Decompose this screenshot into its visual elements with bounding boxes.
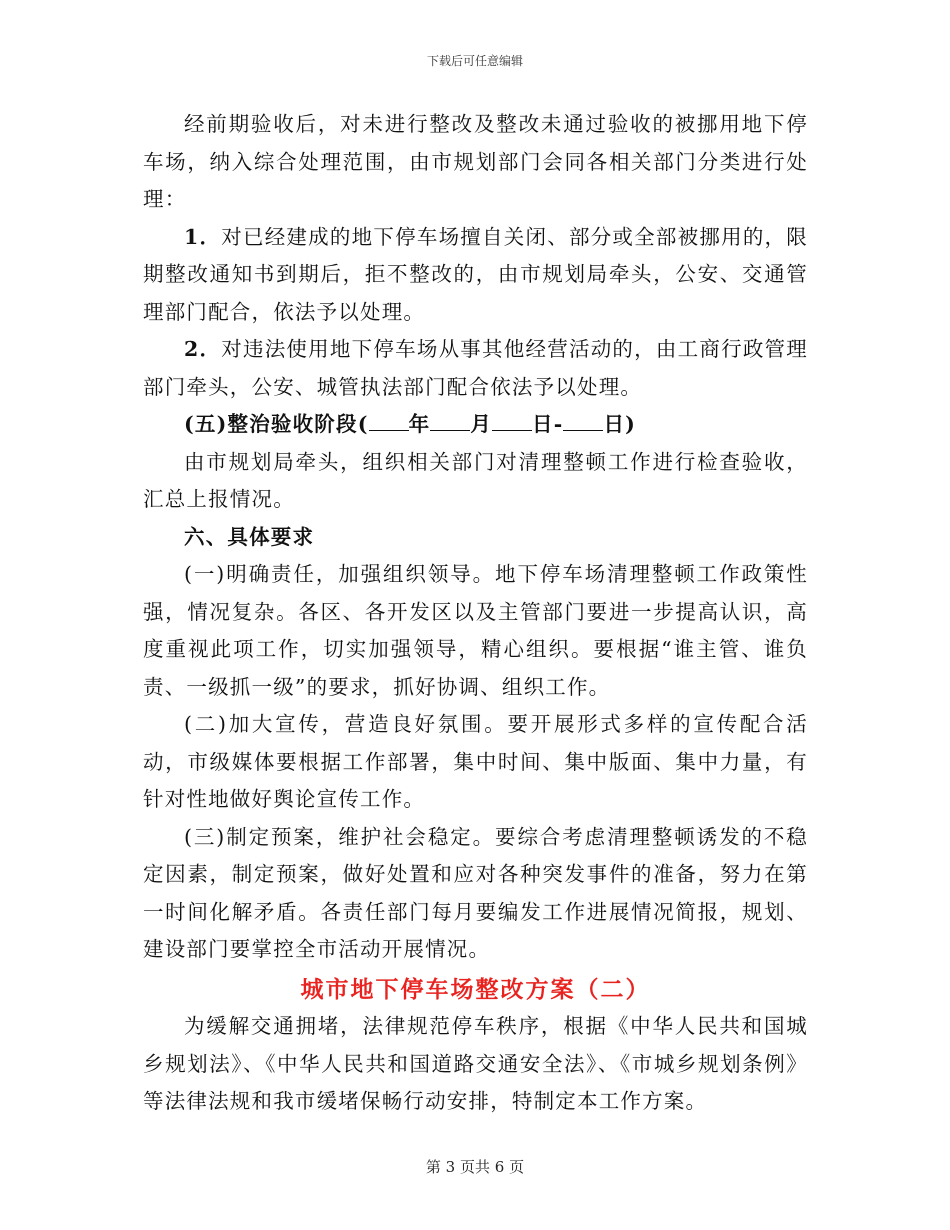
list-number-1: 1．	[184, 224, 222, 249]
blank-year	[369, 410, 409, 431]
requirement-1: (一)明确责任，加强组织领导。地下停车场清理整顿工作政策性强，情况复杂。各区、各开发区以及主管部门要进一步提高认识，高度重视此项工作，切实加强领导，精心组织。要根据“谁主管、谁负责、一级抓一级”的要求，抓好协调、组织工作。	[143, 562, 808, 699]
section2-title: 城市地下停车场整改方案（二）	[300, 975, 651, 1003]
list-item-2	[143, 331, 808, 406]
requirement-2: (二)加大宣传，营造良好氛围。要开展形式多样的宣传配合活动，市级媒体要根据工作部署，集中时间、集中版面、集中力量，有针对性地做好舆论宣传工作。	[143, 712, 808, 811]
stage5-day-close-label: 日)	[603, 412, 637, 436]
list-item-1	[143, 219, 808, 332]
list-text-2: 对违法使用地下停车场从事其他经营活动的，由工商行政管理部门牵头，公安、城管执法部门配合依法予以处理。	[143, 337, 808, 399]
stage5-body: 由市规划局牵头，组织相关部门对清理整顿工作进行检查验收，汇总上报情况。	[143, 449, 808, 511]
section2-intro: 为缓解交通拥堵，法律规范停车秩序，根据《中华人民共和国城乡规划法》、《中华人民共和国道路交通安全法》、《市城乡规划条例》等法律法规和我市缓堵保畅行动安排，特制定本工作方案。	[143, 1014, 808, 1113]
document-body	[143, 106, 808, 1121]
blank-month	[430, 410, 470, 431]
blank-day-end	[563, 410, 603, 431]
requirement-3: (三)制定预案，维护社会稳定。要综合考虑清理整顿诱发的不稳定因素，制定预案，做好处置和应对各种突发事件的准备，努力在第一时间化解矛盾。各责任部门每月要编发工作进展情况简报，规划、建设部门要掌控全市活动开展情况。	[143, 824, 808, 961]
paragraph-intro: 经前期验收后，对未进行整改及整改未通过验收的被挪用地下停车场，纳入综合处理范围，由市规划部门会同各相关部门分类进行处理：	[143, 112, 808, 211]
stage5-day-dash-label: 日-	[532, 412, 564, 436]
list-number-2: 2．	[184, 337, 222, 361]
page-header: 下载后可任意编辑	[426, 54, 523, 68]
stage5-prefix: (五)整治验收阶段(	[184, 412, 369, 436]
page-footer: 第 3 页共 6 页	[425, 1158, 525, 1176]
list-text-1: 对已经建成的地下停车场擅自关闭、部分或全部被挪用的，限期整改通知书到期后，拒不整改的，由市规划局牵头，公安、交通管理部门配合，依法予以处理。	[143, 224, 808, 324]
section6-heading: 六、具体要求	[184, 524, 315, 549]
stage5-year-label: 年	[408, 412, 431, 436]
blank-day-start	[492, 410, 532, 431]
stage5-month-label: 月	[470, 412, 493, 436]
stage5-heading	[143, 406, 808, 444]
